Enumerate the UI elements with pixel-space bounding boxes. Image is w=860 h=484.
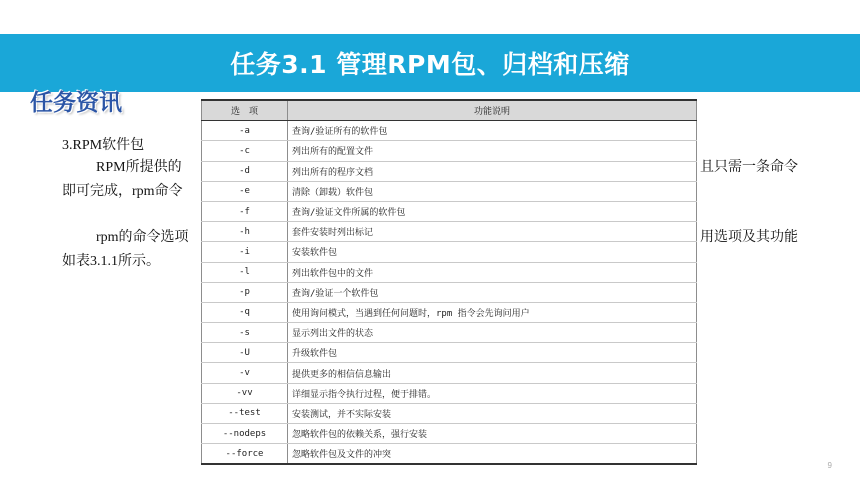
body-heading: 3.RPM软件包 <box>62 138 145 153</box>
option-cell: -f <box>202 201 288 221</box>
description-cell: 套件安装时列出标记 <box>288 222 697 242</box>
option-cell: -q <box>202 302 288 322</box>
table-row <box>202 222 697 242</box>
para1-line2-left: 即可完成，rpm命令 <box>62 184 183 199</box>
table-row <box>202 262 697 282</box>
description-cell: 提供更多的相信信息输出 <box>288 363 697 383</box>
para1-line1-left: RPM所提供的 <box>96 160 182 175</box>
table-row <box>202 343 697 363</box>
option-cell: -c <box>202 141 288 161</box>
table-row <box>202 282 697 302</box>
option-cell: -i <box>202 242 288 262</box>
description-cell: 忽略软件包及文件的冲突 <box>288 444 697 465</box>
table-row <box>202 181 697 201</box>
description-cell: 列出所有的配置文件 <box>288 141 697 161</box>
table-row <box>202 141 697 161</box>
description-cell: 显示列出文件的状态 <box>288 323 697 343</box>
option-cell: --nodeps <box>202 424 288 444</box>
slide-title: 任务3.1 管理RPM包、归档和压缩 <box>230 50 630 79</box>
para1-line1-right: 且只需一条命令 <box>700 160 798 175</box>
table-header-row <box>202 100 697 121</box>
table-row <box>202 363 697 383</box>
description-cell: 安装软件包 <box>288 242 697 262</box>
table-row <box>202 383 697 403</box>
description-cell: 查询/验证文件所属的软件包 <box>288 201 697 221</box>
description-cell: 忽略软件包的依赖关系，强行安装 <box>288 424 697 444</box>
header-option: 选 项 <box>202 100 288 121</box>
option-cell: -d <box>202 161 288 181</box>
para2-line1-right: 用选项及其功能 <box>700 230 798 245</box>
table-row <box>202 444 697 465</box>
description-cell: 查询/验证所有的软件包 <box>288 121 697 141</box>
page-number: 9 <box>827 461 832 470</box>
option-cell: -l <box>202 262 288 282</box>
table-row <box>202 403 697 423</box>
option-cell: -a <box>202 121 288 141</box>
para2-line2: 如表3.1.1所示。 <box>62 254 160 269</box>
option-cell: -U <box>202 343 288 363</box>
table-row <box>202 302 697 322</box>
option-cell: -s <box>202 323 288 343</box>
description-cell: 清除（卸载）软件包 <box>288 181 697 201</box>
option-cell: --force <box>202 444 288 465</box>
title-bar <box>0 34 860 92</box>
table-row <box>202 121 697 141</box>
description-cell: 使用询问模式，当遇到任何问题时，rpm 指令会先询问用户 <box>288 302 697 322</box>
description-cell: 查询/验证一个软件包 <box>288 282 697 302</box>
table-row <box>202 323 697 343</box>
description-cell: 列出软件包中的文件 <box>288 262 697 282</box>
table-row <box>202 424 697 444</box>
rpm-options-table <box>201 99 697 465</box>
description-cell: 升级软件包 <box>288 343 697 363</box>
header-description: 功能说明 <box>288 100 697 121</box>
table-row <box>202 242 697 262</box>
description-cell: 详细显示指令执行过程，便于排错。 <box>288 383 697 403</box>
table-row <box>202 201 697 221</box>
option-cell: -e <box>202 181 288 201</box>
option-cell: --test <box>202 403 288 423</box>
description-cell: 列出所有的程序文档 <box>288 161 697 181</box>
para2-line1-left: rpm的命令选项 <box>96 230 189 245</box>
options-table <box>201 99 697 465</box>
option-cell: -h <box>202 222 288 242</box>
table-row <box>202 161 697 181</box>
option-cell: -vv <box>202 383 288 403</box>
description-cell: 安装测试，并不实际安装 <box>288 403 697 423</box>
section-label: 任务资讯 <box>30 90 122 116</box>
option-cell: -p <box>202 282 288 302</box>
option-cell: -v <box>202 363 288 383</box>
